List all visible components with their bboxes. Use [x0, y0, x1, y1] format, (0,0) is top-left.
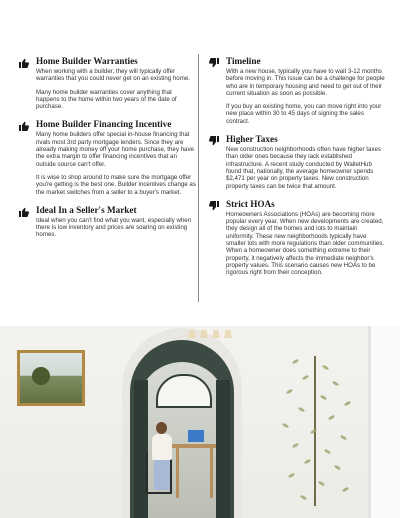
- desk-leg: [176, 448, 179, 498]
- woman-at-desk: [150, 422, 174, 492]
- plant-leaf: [328, 414, 336, 420]
- lamp-shade: [188, 330, 196, 338]
- section-financing-incentive: [18, 119, 196, 195]
- section-paragraph: Homeowners Associations (HOAs) are becoming more popular every year. When new developments are created, they design all of the homes and lots to maintain uniformity. These new neighborhoods typically have smaller lots with more regulations than older communities. When a homeowner does something extreme to their property, it negatively affects the immediate neighbor's property values. This scenario causes new HOAs to be rigorous right from their conception.: [226, 210, 385, 277]
- desk-leg: [210, 448, 213, 498]
- section-paragraph: When working with a builder, they will typically offer warranties that you could never get on an existing home.: [36, 68, 190, 83]
- thumbs-down-icon: [208, 135, 220, 147]
- lamp-shade: [212, 330, 220, 338]
- plant-leaf: [322, 364, 330, 370]
- section-heading: Strict HOAs: [226, 198, 275, 209]
- interior-photo: [0, 326, 400, 518]
- plant-leaf: [324, 448, 332, 454]
- plant-leaf: [304, 458, 312, 464]
- section-paragraph: It is wise to shop around to make sure the mortgage offer you're getting is the best one. Builder incentives change as the market switches from a seller to a buyer's market.: [36, 173, 196, 196]
- section-timeline: [208, 56, 386, 125]
- section-sellers-market: [18, 205, 196, 239]
- plant-leaf: [334, 464, 342, 470]
- section-heading: Home Builder Warranties: [36, 56, 138, 66]
- section-strict-hoas: [208, 199, 386, 277]
- thumbs-up-icon: [18, 206, 30, 218]
- section-paragraph: Ideal when you can't find what you want, especially when there is low inventory and prices are soaring on existing homes.: [36, 216, 192, 239]
- plant-leaf: [332, 380, 340, 386]
- section-paragraph: New construction neighborhoods often have higher taxes than older ones because they lack established infrastructure. A recent study conducted by WalletHub found that, nationally, the average homeowner spends $2,471 per year on property taxes. New construction property taxes can be twice that amount.: [226, 146, 381, 190]
- section-paragraph: If you buy an existing home, you can move right into your new place within 30 to 45 days of signing the sales contract.: [226, 103, 382, 125]
- laptop: [188, 430, 204, 442]
- section-paragraph: Many home builders offer special in-house financing that rivals most 3rd party mortgage lenders. Since they are already making money off your home purchase, they have the extra margin to offer financing incentives that an outside source can't offer.: [36, 131, 194, 168]
- person-head: [156, 422, 167, 434]
- plant-leaf: [302, 374, 310, 380]
- section-higher-taxes: [208, 134, 386, 190]
- side-window: [368, 326, 400, 518]
- chandelier: [186, 326, 234, 342]
- thumbs-up-icon: [18, 120, 30, 132]
- plant-leaf: [298, 406, 306, 412]
- plant-leaf: [344, 400, 352, 406]
- plant-leaf: [340, 434, 348, 440]
- section-heading: Timeline: [226, 56, 261, 66]
- thumbs-down-icon: [208, 200, 220, 212]
- plant-leaf: [318, 480, 326, 486]
- person-body: [152, 434, 172, 460]
- thumbs-up-icon: [18, 57, 30, 69]
- landscape-painting: [17, 350, 85, 406]
- lamp-shade: [200, 330, 208, 338]
- section-heading: Higher Taxes: [226, 134, 278, 145]
- section-paragraph: With a new house, typically you have to wait 3-12 months before moving in. This issue can be a challenge for people who are in temporary housing and need to get out of their current situation as soon as possible.: [226, 68, 385, 97]
- section-heading: Home Builder Financing Incentive: [36, 119, 172, 130]
- section-heading: Ideal In a Seller's Market: [36, 204, 137, 215]
- section-home-builder-warranties: [18, 56, 196, 110]
- plant-leaf: [292, 358, 300, 364]
- french-door-right: [216, 380, 230, 518]
- plant-leaf: [282, 422, 290, 428]
- french-door-left: [134, 380, 148, 518]
- column-divider: [198, 54, 199, 302]
- painting-canvas: [20, 353, 82, 403]
- plant-leaf: [288, 472, 296, 478]
- plant-leaf: [320, 394, 328, 400]
- person-legs: [154, 460, 170, 490]
- section-paragraph: Many home builder warranties cover anything that happens to the home within two years of the date of purchase.: [36, 88, 177, 111]
- plant-leaf: [342, 486, 350, 492]
- cons-column: [208, 56, 386, 286]
- painting-tree: [32, 367, 50, 385]
- thumbs-down-icon: [208, 57, 220, 69]
- plant-leaf: [300, 494, 308, 500]
- pros-column: [18, 56, 196, 248]
- olive-tree-plant: [262, 346, 372, 511]
- plant-leaf: [286, 388, 294, 394]
- plant-leaf: [292, 442, 300, 448]
- lamp-shade: [224, 330, 232, 338]
